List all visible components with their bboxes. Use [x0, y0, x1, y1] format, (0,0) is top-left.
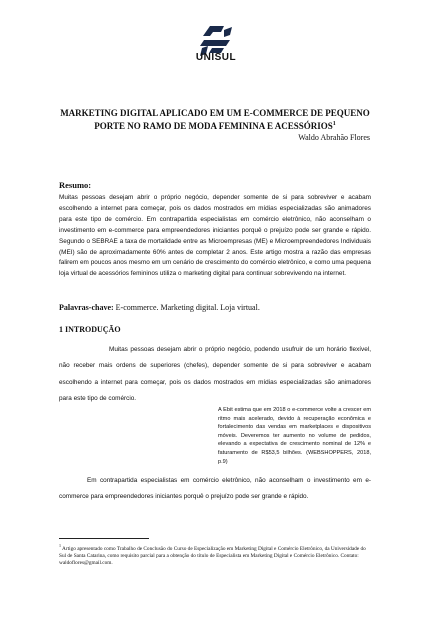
- intro-paragraph-2: [59, 473, 371, 506]
- keywords-text: E-commerce. Marketing digital. Loja virtual.: [115, 303, 260, 312]
- logo-wordmark: UNISUL: [195, 52, 237, 63]
- intro-paragraph-2-text: Em contrapartida especialistas em comércio eletrônico, não aconselham o investimento em e-commerce para empreendedores iniciantes porquê o prejuízo pode ser grande e rápido.: [59, 477, 371, 501]
- keywords: [59, 303, 371, 312]
- abstract-text: Muitas pessoas desejam abrir o próprio negócio, depender somente de si para sobreviver e acabam escolhendo a internet para começar, pois os dados mostrados em mídias especializadas são animadores para este tipo de comércio. Em contrapartida especialistas em comércio eletrônico, não aconselham o investimento em e-commerce para empreendedores iniciantes porquê o prejuízo pode ser grande e rápido. Segundo o SEBRAE a taxa de mortalidade entre as Microempresas (ME) e Microempreendedores Individuais (MEI) são de aproximadamente 60% antes de completar 2 anos. Este artigo mostra a razão das empresas falirem em poucos anos mesmo em um cenário de crescimento do comércio eletrônico, e como uma pequena loja virtual de acessórios femininos utiliza o marketing digital para continuar sobrevivendo na internet.: [59, 194, 371, 278]
- title-line-1: MARKETING DIGITAL APLICADO EM UM E-COMMERCE DE PEQUENO: [60, 108, 370, 118]
- footnote-mark: 1: [59, 543, 61, 548]
- footnote-text: Artigo apresentado como Trabalho de Conclusão do Curso de Especialização em Marketing Digital e Comércio Eletrônico, da Universidade do Sul de Santa Catarina, como requisito parcial para a obtenção do título de Especialista em Marketing Digital e Comércio Eletrônico. Contato: waldoflores@gmail.com.: [59, 545, 366, 567]
- abstract-heading: Resumo:: [59, 180, 92, 190]
- footnote: [59, 542, 371, 568]
- intro-paragraph-1-text: Muitas pessoas desejam abrir o próprio negócio, podendo usufruir de um horário flexível, não receber mais ordens de superiores (chefes), depender somente de si para sobreviver e acabam escolhendo a internet para começar, pois os dados mostrados em mídias especializadas são animadores para este tipo de comércio.: [59, 346, 371, 402]
- block-quote: A Ebit estima que em 2018 o e-commerce volte a crescer em ritmo mais acelerado, devido à recuperação econômica e fortalecimento das vendas em marketplaces e dispositivos móveis. Deveremos ter aumento no volume de pedidos, elevando a expectativa de crescimento nominal de 12% e faturamento de R$53,5 bilhões. (WEBSHOPPERS, 2018, p.9): [218, 407, 371, 465]
- paper-title: [40, 108, 390, 132]
- keywords-label: Palavras-chave:: [59, 303, 114, 312]
- section-heading: 1 INTRODUÇÃO: [59, 325, 121, 334]
- title-footnote-mark: 1: [332, 121, 336, 127]
- intro-paragraph-1: [59, 342, 371, 407]
- author-name: Waldo Abrahão Flores: [298, 133, 370, 142]
- title-line-2: PORTE NO RAMO DE MODA FEMININA E ACESSÓRIOS: [94, 121, 333, 131]
- footnote-divider: [59, 538, 149, 539]
